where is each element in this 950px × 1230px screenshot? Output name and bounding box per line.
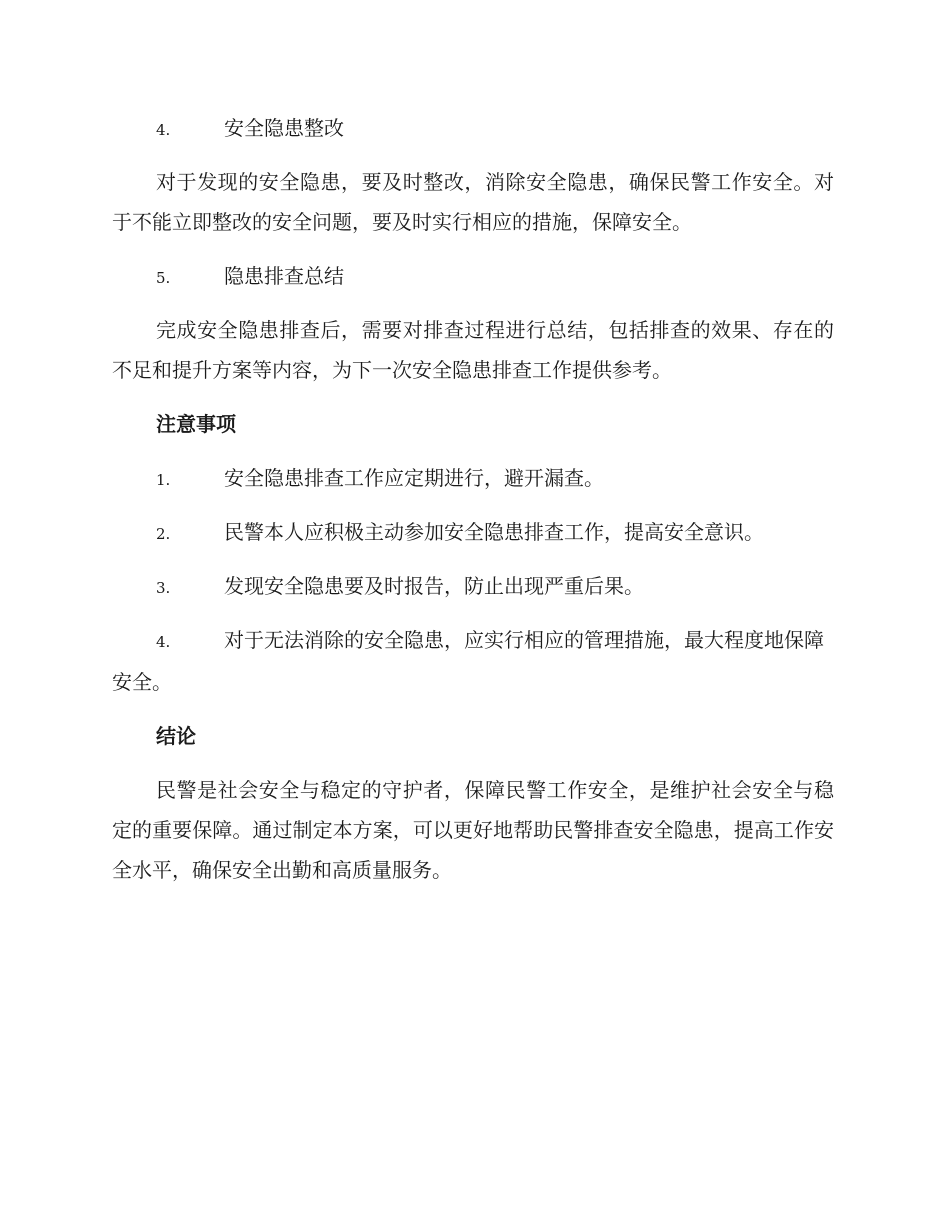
conclusion-heading: 结论	[156, 724, 196, 748]
list-item-text: 发现安全隐患要及时报告，防止出现严重后果。	[224, 574, 644, 598]
document-page	[112, 108, 834, 890]
section-heading-summary	[156, 256, 834, 296]
list-item	[112, 620, 834, 702]
section-title: 隐患排查总结	[224, 264, 344, 288]
section-number: 4.	[156, 121, 171, 139]
section-paragraph-rectify: 对于发现的安全隐患，要及时整改，消除安全隐患，确保民警工作安全。对于不能立即整改的安全问题，要及时实行相应的措施，保障安全。	[112, 170, 834, 234]
list-item-text: 民警本人应积极主动参加安全隐患排查工作，提高安全意识。	[224, 520, 764, 544]
list-item-number: 3.	[156, 579, 171, 597]
list-item-number: 2.	[156, 525, 171, 543]
list-item-number: 4.	[156, 633, 171, 651]
section-heading-rectify	[156, 108, 834, 148]
section-paragraph-summary: 完成安全隐患排查后，需要对排查过程进行总结，包括排查的效果、存在的不足和提升方案等内容，为下一次安全隐患排查工作提供参考。	[112, 318, 834, 382]
list-item	[156, 458, 834, 498]
list-item-text: 对于无法消除的安全隐患，应实行相应的管理措施，最大程度地保障安全。	[112, 628, 824, 694]
section-title: 安全隐患整改	[224, 116, 344, 140]
list-item-number: 1.	[156, 471, 171, 489]
notes-heading: 注意事项	[156, 412, 236, 436]
list-item	[156, 512, 834, 552]
list-item-text: 安全隐患排查工作应定期进行，避开漏查。	[224, 466, 604, 490]
conclusion-paragraph: 民警是社会安全与稳定的守护者，保障民警工作安全，是维护社会安全与稳定的重要保障。通过制定本方案，可以更好地帮助民警排查安全隐患，提高工作安全水平，确保安全出勤和高质量服务。	[112, 778, 834, 882]
list-item	[156, 566, 834, 606]
section-number: 5.	[156, 269, 171, 287]
